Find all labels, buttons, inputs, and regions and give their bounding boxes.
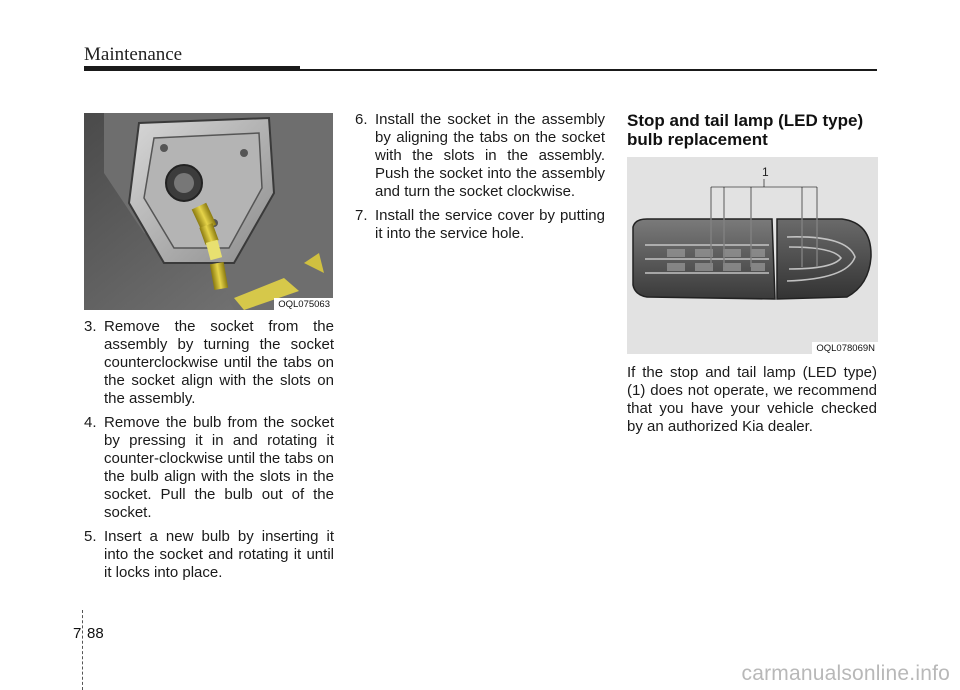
step-7 <box>355 207 605 243</box>
step-7-text: Install the service cover by putting it into the service hole. <box>375 207 605 242</box>
figure-socket-removal <box>84 113 333 310</box>
step-3 <box>84 318 334 408</box>
footer-divider <box>82 610 83 690</box>
section-title: Stop and tail lamp (LED type) bulb replacement <box>627 111 864 149</box>
step-4-text: Remove the bulb from the socket by pressing it in and rotating it counter-clockwise until the tabs on the bulb align with the slots in the socket. Pull the bulb out of the socket. <box>104 414 334 521</box>
watermark: carmanualsonline.info <box>741 662 950 685</box>
tail-lamp-illustration <box>627 157 878 354</box>
step-7-number: 7. <box>355 207 368 224</box>
step-4 <box>84 414 334 522</box>
step-3-number: 3. <box>84 318 97 335</box>
step-3-text: Remove the socket from the assembly by turning the socket counterclockwise until the tabs on the socket align with the slots on the assembly. <box>104 318 334 407</box>
step-5 <box>84 528 334 582</box>
header-rule-thick <box>84 66 300 71</box>
socket-removal-illustration <box>84 113 333 310</box>
chapter-number: 7 <box>73 625 82 642</box>
step-6-text: Install the socket in the assembly by aligning the tabs on the socket with the slots in the assembly. Push the socket into the assembly and turn the socket clockwise. <box>375 111 605 200</box>
step-6-number: 6. <box>355 111 368 128</box>
step-5-text: Insert a new bulb by inserting it into the socket and rotating it until it locks into place. <box>104 528 334 581</box>
step-5-number: 5. <box>84 528 97 545</box>
callout-1: 1 <box>762 165 769 179</box>
step-6 <box>355 111 605 201</box>
figure-code-left: OQL075063 <box>274 298 333 310</box>
steps-left-column <box>84 318 334 588</box>
page-number: 88 <box>87 625 104 642</box>
page-header-title: Maintenance <box>84 44 183 65</box>
section-paragraph: If the stop and tail lamp (LED type) (1) does not operate, we recommend that you have your vehicle checked by an authorized Kia dealer. <box>627 364 877 435</box>
step-4-number: 4. <box>84 414 97 431</box>
figure-tail-lamp <box>627 157 878 354</box>
figure-code-right: OQL078069N <box>812 342 878 354</box>
header-rule-thin <box>300 69 877 71</box>
steps-middle-column <box>355 111 605 249</box>
